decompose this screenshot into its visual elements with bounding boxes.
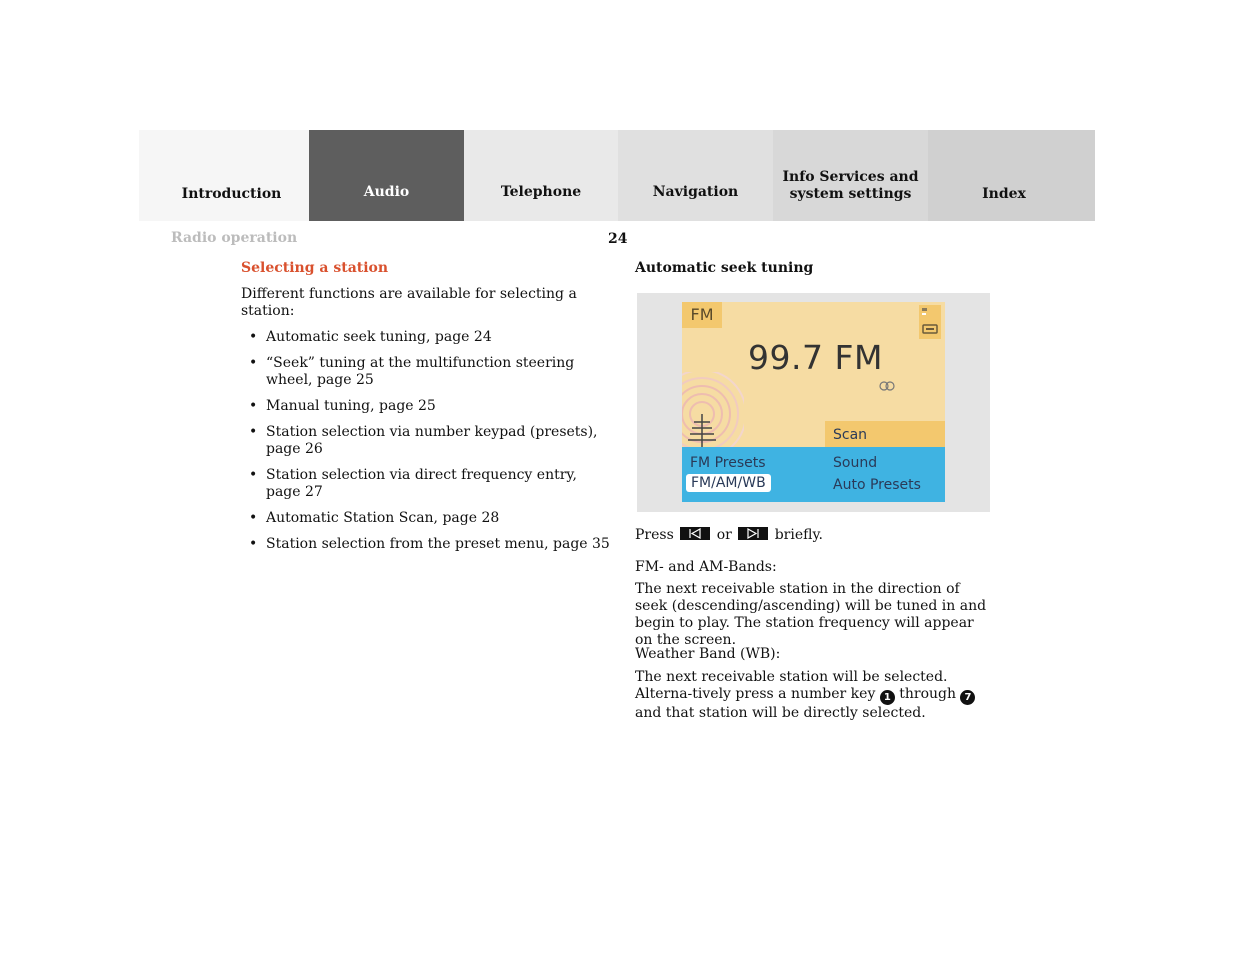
list-item-text: Station selection from the preset menu, page 35 bbox=[266, 536, 610, 552]
bullet-icon: • bbox=[249, 467, 258, 483]
tab-audio[interactable] bbox=[309, 130, 464, 221]
list-item bbox=[241, 355, 611, 389]
fm-am-text: The next receivable station in the direction of seek (descending/ascending) will be tuned in and begin to play. The station frequency will appear on the screen. bbox=[635, 581, 987, 648]
menu-scan[interactable]: Scan bbox=[833, 427, 868, 443]
press-suffix: briefly. bbox=[774, 527, 823, 543]
menu-fm-am-wb[interactable]: FM/AM/WB bbox=[686, 474, 771, 492]
list-item-text: Manual tuning, page 25 bbox=[266, 398, 436, 414]
tab-label-line2: system settings bbox=[789, 186, 912, 202]
chapter-tabs bbox=[139, 130, 1095, 221]
tab-label: Introduction bbox=[181, 186, 282, 202]
heading-automatic-seek: Automatic seek tuning bbox=[635, 260, 814, 276]
menu-sound[interactable]: Sound bbox=[833, 455, 878, 471]
fm-am-label: FM- and AM-Bands: bbox=[635, 559, 777, 575]
bullet-icon: • bbox=[249, 536, 258, 552]
tab-label-line1: Info Services and bbox=[782, 169, 919, 185]
wb-text-part3: and that station will be directly selected. bbox=[635, 705, 926, 721]
list-item bbox=[241, 398, 611, 415]
section-title: Radio operation bbox=[171, 230, 298, 246]
right-column bbox=[635, 260, 995, 277]
wb-label: Weather Band (WB): bbox=[635, 646, 781, 662]
antenna-icon bbox=[682, 372, 744, 452]
radio-screen bbox=[682, 302, 945, 502]
seek-up-key bbox=[738, 527, 768, 540]
tab-label: Audio bbox=[363, 184, 410, 200]
menu-fm-presets[interactable]: FM Presets bbox=[690, 455, 766, 471]
bullet-icon: • bbox=[249, 510, 258, 526]
function-list bbox=[241, 329, 611, 553]
wb-text bbox=[635, 669, 995, 722]
press-or: or bbox=[716, 527, 732, 543]
seek-up-icon bbox=[747, 528, 759, 539]
intro-text: Different functions are available for selecting a station: bbox=[241, 286, 577, 319]
menu-auto-presets[interactable]: Auto Presets bbox=[833, 477, 921, 493]
list-item bbox=[241, 424, 611, 458]
list-item-text: Station selection via number keypad (presets), page 26 bbox=[266, 424, 598, 457]
key-7-icon: 7 bbox=[960, 690, 975, 705]
tab-info-services[interactable] bbox=[773, 130, 928, 221]
press-prefix: Press bbox=[635, 527, 674, 543]
tab-introduction[interactable] bbox=[139, 130, 309, 221]
heading-selecting-station: Selecting a station bbox=[241, 260, 389, 276]
status-icons bbox=[919, 305, 941, 339]
list-item bbox=[241, 536, 611, 553]
wb-text-part2: through bbox=[899, 686, 957, 702]
wb-text-part1: The next receivable station will be selected. Alterna-tively press a number key bbox=[635, 669, 948, 702]
bullet-icon: • bbox=[249, 329, 258, 345]
press-instruction bbox=[635, 527, 823, 543]
tab-telephone[interactable] bbox=[464, 130, 618, 221]
band-indicator: FM bbox=[682, 302, 722, 328]
tab-label: Index bbox=[982, 186, 1026, 202]
list-item bbox=[241, 467, 611, 501]
list-item bbox=[241, 329, 611, 346]
signal-icon bbox=[919, 305, 941, 339]
stereo-icon bbox=[879, 381, 895, 391]
radio-display-figure bbox=[637, 293, 990, 512]
tab-label: Telephone bbox=[500, 184, 582, 200]
list-item-text: Automatic Station Scan, page 28 bbox=[266, 510, 500, 526]
seek-down-key bbox=[680, 527, 710, 540]
list-item-text: “Seek” tuning at the multifunction steering wheel, page 25 bbox=[266, 355, 575, 388]
bullet-icon: • bbox=[249, 355, 258, 371]
list-item-text: Station selection via direct frequency entry, page 27 bbox=[266, 467, 577, 500]
key-1-icon: 1 bbox=[880, 690, 895, 705]
left-column bbox=[241, 260, 611, 562]
tab-navigation[interactable] bbox=[618, 130, 773, 221]
list-item bbox=[241, 510, 611, 527]
tab-label bbox=[782, 169, 918, 203]
bullet-icon: • bbox=[249, 424, 258, 440]
frequency-display: 99.7 FM bbox=[748, 338, 883, 377]
tab-label: Navigation bbox=[652, 184, 739, 200]
list-item-text: Automatic seek tuning, page 24 bbox=[266, 329, 492, 345]
radio-menu-bar bbox=[682, 447, 945, 502]
seek-down-icon bbox=[689, 528, 701, 539]
page-number: 24 bbox=[608, 231, 628, 247]
bullet-icon: • bbox=[249, 398, 258, 414]
tab-index[interactable] bbox=[928, 130, 1095, 221]
